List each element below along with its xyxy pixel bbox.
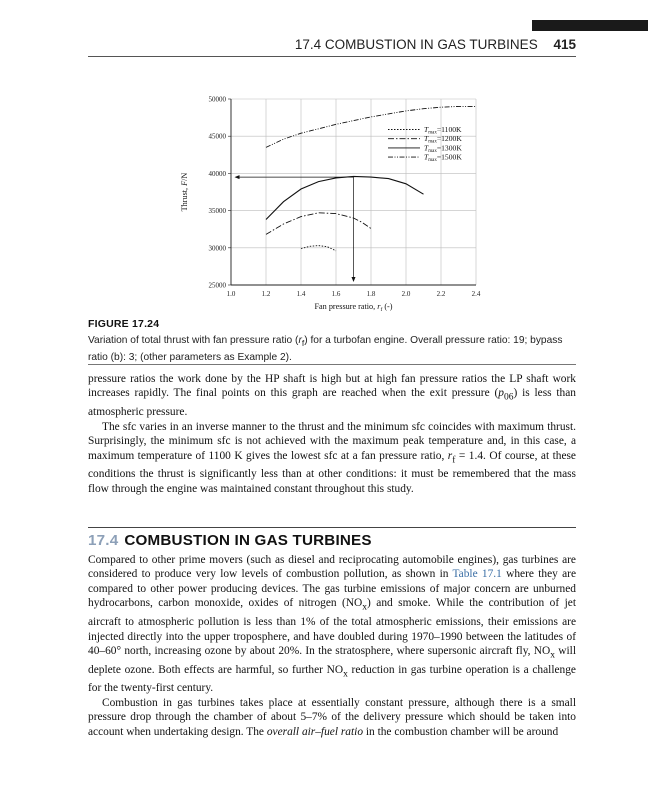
y-axis-label-part: Thrust, bbox=[180, 185, 189, 212]
section-heading bbox=[88, 532, 372, 549]
legend-value: =1200K bbox=[436, 134, 462, 144]
text-run: ) is less than atmospheric pressure. bbox=[88, 387, 577, 419]
text-run: p bbox=[498, 387, 504, 400]
text-run: Compared to other prime movers (such as diesel and reciprocating automobile engines), gas turbines are considered to produce very low levels of combustion pollution, as shown in bbox=[88, 554, 576, 581]
x-tick-label: 1.0 bbox=[226, 290, 236, 298]
paragraph bbox=[88, 372, 576, 420]
x-tick-label: 1.4 bbox=[296, 290, 306, 298]
text-run: pressure ratios the work done by the HP shaft is high but at high fan pressure ratios the LP shaft work increases rapidly. The final points on this graph are reached when the exit pressure ( bbox=[88, 373, 576, 400]
text-run: x bbox=[362, 602, 368, 613]
text-run: x bbox=[343, 669, 348, 680]
x-axis-label-part: Fan pressure ratio, bbox=[314, 302, 378, 311]
text-run: r bbox=[447, 449, 453, 462]
legend-value: =1100K bbox=[436, 125, 462, 134]
table-link[interactable]: Table 17.1 bbox=[452, 568, 502, 581]
y-tick-label: 50000 bbox=[208, 95, 226, 104]
figure-caption bbox=[88, 334, 573, 364]
series-line bbox=[266, 213, 371, 235]
x-tick-label: 1.2 bbox=[261, 290, 271, 298]
legend-symbol: T bbox=[424, 152, 429, 162]
paragraph bbox=[88, 696, 576, 739]
legend-value: =1500K bbox=[436, 152, 462, 162]
y-axis-label-part: F bbox=[180, 180, 189, 186]
legend-subscript: max bbox=[428, 158, 437, 164]
text-run: 06 bbox=[503, 392, 514, 403]
paragraph bbox=[88, 553, 576, 696]
legend-subscript: max bbox=[428, 130, 437, 136]
text-run: where they are compared to other power producing devices. The gas turbine emissions of major concern are unburned hydrocarbons, carbon monoxide, oxides of nitrogen (NO bbox=[88, 568, 577, 610]
caption-text-2: ) for a turbofan engine. Overall pressure ratio: 19; bypass ratio (b): 3; (other parameters as Example 2). bbox=[88, 335, 563, 363]
text-run: The sfc varies in an inverse manner to the thrust and the minimum sfc coincides with maximum thrust. Surprisingly, the minimum sfc is not achieved with the maximum peak temperature and, in this case, a maximum temperature of 1100 K gives the lowest sfc at a fan pressure ratio, bbox=[88, 420, 576, 462]
text-run: overall air–fuel ratio bbox=[266, 725, 364, 738]
text-run: f bbox=[452, 454, 456, 465]
x-tick-label: 2.2 bbox=[436, 290, 446, 298]
text-run: reduction in gas turbine operation is a challenge for the twenty-first century. bbox=[88, 663, 576, 695]
figure-label: FIGURE 17.24 bbox=[88, 318, 160, 330]
running-head bbox=[295, 37, 576, 52]
x-axis-label-part: f bbox=[380, 306, 383, 313]
legend-symbol: T bbox=[424, 143, 429, 153]
paragraph bbox=[88, 420, 576, 497]
body-text-upper bbox=[88, 372, 576, 496]
y-tick-label: 40000 bbox=[208, 169, 226, 178]
x-tick-label: 2.4 bbox=[471, 290, 481, 298]
y-tick-label: 30000 bbox=[208, 244, 226, 253]
y-tick-label: 45000 bbox=[208, 132, 226, 141]
figure-rule bbox=[88, 364, 576, 365]
x-tick-label: 1.6 bbox=[331, 290, 341, 298]
caption-subscript: f bbox=[301, 338, 305, 349]
x-tick-label: 2.0 bbox=[401, 290, 411, 298]
running-head-section: 17.4 COMBUSTION IN GAS TURBINES bbox=[294, 37, 538, 52]
text-run: ) and smoke. While the contribution of jet aircraft to atmospheric pollution is less than 1% of the total atmospheric emissions, their emissions are injected directly into the upper troposphere, and have doubled during 1970–1990 between the latitudes of 40–60° north, increasing ozone by about 20%. In the stratosphere, where supersonic aircraft fly, NO bbox=[88, 597, 576, 657]
text-run: will deplete ozone. Both effects are harmful, so further NO bbox=[88, 645, 576, 676]
legend-symbol: T bbox=[424, 125, 429, 134]
body-text-lower bbox=[88, 553, 576, 739]
legend-subscript: max bbox=[428, 139, 437, 145]
x-axis-label-part: (-) bbox=[382, 302, 393, 311]
series-line bbox=[266, 176, 424, 219]
caption-text-1: Variation of total thrust with fan pressure ratio ( bbox=[88, 335, 299, 346]
y-tick-label: 35000 bbox=[208, 207, 226, 216]
text-run: in the combustion chamber will be around bbox=[363, 725, 559, 738]
legend-label bbox=[424, 153, 462, 164]
header-bar bbox=[532, 20, 648, 31]
y-tick-label: 25000 bbox=[208, 281, 226, 290]
y-axis-label bbox=[180, 173, 189, 212]
x-tick-label: 1.8 bbox=[366, 290, 376, 298]
section-title: COMBUSTION IN GAS TURBINES bbox=[124, 532, 372, 549]
legend-symbol: T bbox=[424, 134, 429, 144]
legend-value: =1300K bbox=[436, 143, 462, 153]
page-number: 415 bbox=[553, 37, 576, 52]
caption-symbol: r bbox=[298, 335, 302, 346]
y-axis-label-part: /N bbox=[180, 172, 189, 181]
section-number: 17.4 bbox=[88, 532, 119, 549]
text-run: = 1.4. Of course, at these conditions the thrust is significantly less than at other conditions: it must be remembered that the mass flow through the engine was maintained constant throughout this study. bbox=[88, 449, 576, 495]
x-axis-label bbox=[314, 302, 392, 313]
arrow-left-head bbox=[235, 175, 240, 179]
series-line bbox=[301, 246, 336, 251]
x-axis-label-part: r bbox=[377, 302, 381, 311]
thrust-chart bbox=[170, 90, 500, 315]
text-run: x bbox=[550, 650, 555, 661]
legend-subscript: max bbox=[428, 148, 437, 154]
text-run: Combustion in gas turbines takes place at essentially constant pressure, although there is a small pressure drop through the chamber of about 5–7% of the delivery pressure which should be taken into account when undertaking design. The bbox=[88, 696, 576, 738]
header-rule bbox=[88, 56, 576, 57]
section-rule bbox=[88, 527, 576, 528]
arrow-down-head bbox=[352, 277, 356, 282]
